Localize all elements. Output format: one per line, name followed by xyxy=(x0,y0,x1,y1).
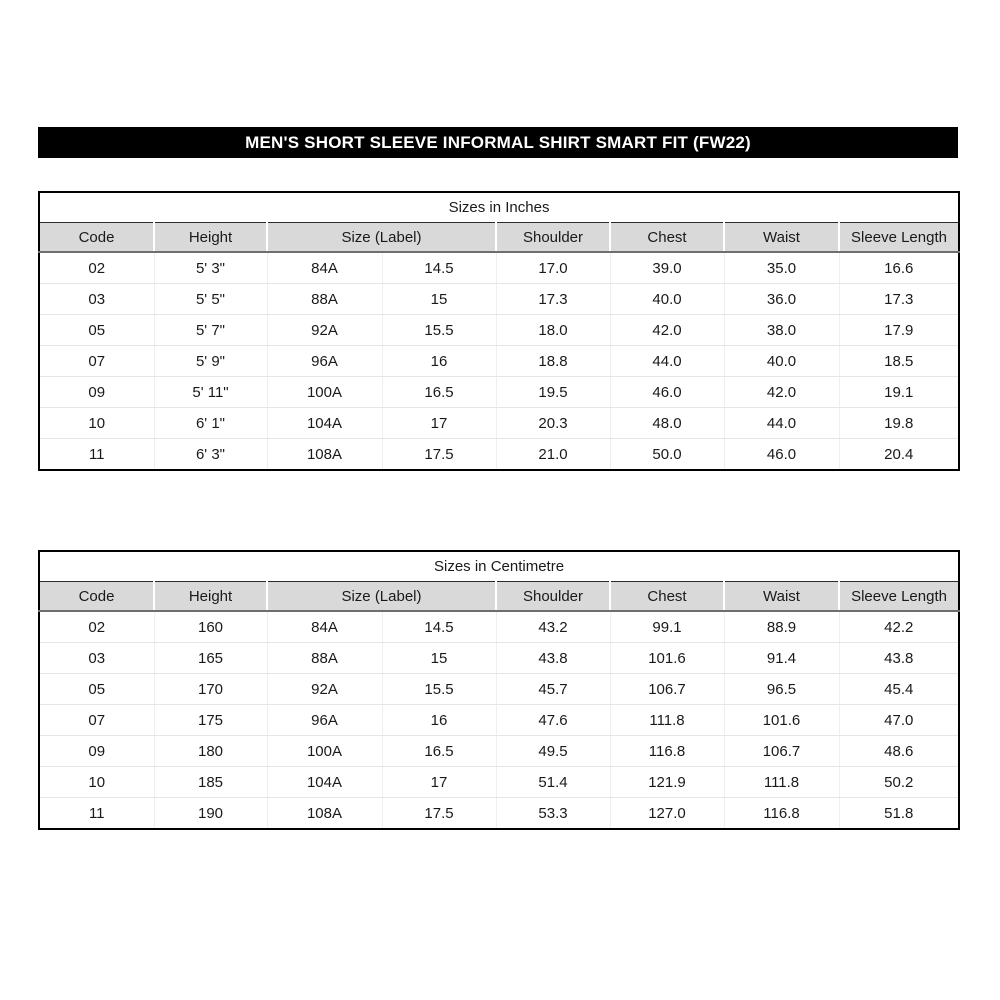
table-cell: 17.9 xyxy=(839,315,959,346)
table-cell: 17.3 xyxy=(496,284,610,315)
table-cell: 50.2 xyxy=(839,767,959,798)
table-cell: 160 xyxy=(154,611,267,643)
table-row xyxy=(39,408,959,439)
size-table-centimetre xyxy=(38,550,960,830)
table-cell: 84A xyxy=(267,611,382,643)
column-header-shoulder: Shoulder xyxy=(496,582,610,612)
table-cell: 05 xyxy=(39,674,154,705)
table-cell: 96A xyxy=(267,705,382,736)
table-cell: 99.1 xyxy=(610,611,724,643)
table-body-inches xyxy=(39,252,959,470)
table-cell: 5' 5" xyxy=(154,284,267,315)
table-cell: 116.8 xyxy=(724,798,839,830)
table-cell: 16.5 xyxy=(382,377,496,408)
table-caption-row xyxy=(39,551,959,582)
column-header-height: Height xyxy=(154,582,267,612)
table-cell: 48.0 xyxy=(610,408,724,439)
table-cell: 108A xyxy=(267,439,382,471)
table-cell: 16 xyxy=(382,346,496,377)
table-cell: 104A xyxy=(267,408,382,439)
table-cell: 46.0 xyxy=(724,439,839,471)
table-cell: 05 xyxy=(39,315,154,346)
column-header-waist: Waist xyxy=(724,582,839,612)
table-cell: 88A xyxy=(267,643,382,674)
title-bar xyxy=(38,127,958,158)
table-cell: 180 xyxy=(154,736,267,767)
table-cell: 02 xyxy=(39,611,154,643)
table-cell: 10 xyxy=(39,408,154,439)
table-cell: 185 xyxy=(154,767,267,798)
table-row xyxy=(39,705,959,736)
table-cell: 11 xyxy=(39,798,154,830)
table-cell: 17 xyxy=(382,408,496,439)
column-header-code: Code xyxy=(39,582,154,612)
table-cell: 84A xyxy=(267,252,382,284)
table-cell: 92A xyxy=(267,674,382,705)
table-cell: 51.8 xyxy=(839,798,959,830)
table-row xyxy=(39,767,959,798)
table-cell: 101.6 xyxy=(610,643,724,674)
table-cell: 45.7 xyxy=(496,674,610,705)
table-cell: 50.0 xyxy=(610,439,724,471)
table-cell: 15.5 xyxy=(382,315,496,346)
table-header-row xyxy=(39,582,959,612)
table-caption: Sizes in Inches xyxy=(39,192,959,223)
page-title: MEN'S SHORT SLEEVE INFORMAL SHIRT SMART FIT (FW22) xyxy=(245,132,751,152)
table-cell: 91.4 xyxy=(724,643,839,674)
table-cell: 15 xyxy=(382,284,496,315)
table-cell: 127.0 xyxy=(610,798,724,830)
table-cell: 16.5 xyxy=(382,736,496,767)
table-cell: 100A xyxy=(267,736,382,767)
table-row xyxy=(39,611,959,643)
table-row xyxy=(39,439,959,471)
table-cell: 45.4 xyxy=(839,674,959,705)
table-caption: Sizes in Centimetre xyxy=(39,551,959,582)
table-cell: 43.8 xyxy=(839,643,959,674)
table-body-centimetre xyxy=(39,611,959,829)
table-cell: 09 xyxy=(39,736,154,767)
table-cell: 175 xyxy=(154,705,267,736)
table-cell: 5' 11" xyxy=(154,377,267,408)
table-row xyxy=(39,674,959,705)
column-header-code: Code xyxy=(39,223,154,253)
table-cell: 48.6 xyxy=(839,736,959,767)
table-cell: 21.0 xyxy=(496,439,610,471)
table-cell: 14.5 xyxy=(382,611,496,643)
table-cell: 42.0 xyxy=(724,377,839,408)
table-cell: 38.0 xyxy=(724,315,839,346)
table-cell: 19.8 xyxy=(839,408,959,439)
table-cell: 11 xyxy=(39,439,154,471)
table-cell: 92A xyxy=(267,315,382,346)
table-cell: 18.0 xyxy=(496,315,610,346)
table-cell: 6' 1" xyxy=(154,408,267,439)
table-row xyxy=(39,315,959,346)
column-header-shoulder: Shoulder xyxy=(496,223,610,253)
table-cell: 42.0 xyxy=(610,315,724,346)
table-cell: 44.0 xyxy=(610,346,724,377)
table-cell: 88.9 xyxy=(724,611,839,643)
table-cell: 44.0 xyxy=(724,408,839,439)
table-cell: 10 xyxy=(39,767,154,798)
table-cell: 111.8 xyxy=(724,767,839,798)
column-header-size-label: Size (Label) xyxy=(267,582,496,612)
table-cell: 20.3 xyxy=(496,408,610,439)
size-table-inches xyxy=(38,191,960,471)
table-cell: 51.4 xyxy=(496,767,610,798)
table-cell: 106.7 xyxy=(610,674,724,705)
table-row xyxy=(39,736,959,767)
table-cell: 39.0 xyxy=(610,252,724,284)
table-cell: 18.5 xyxy=(839,346,959,377)
column-header-sleeve-length: Sleeve Length xyxy=(839,223,959,253)
column-header-size-label: Size (Label) xyxy=(267,223,496,253)
table-cell: 88A xyxy=(267,284,382,315)
table-cell: 17.0 xyxy=(496,252,610,284)
table-cell: 19.1 xyxy=(839,377,959,408)
table-cell: 17.5 xyxy=(382,439,496,471)
table-cell: 49.5 xyxy=(496,736,610,767)
page xyxy=(38,0,958,830)
column-header-height: Height xyxy=(154,223,267,253)
table-cell: 53.3 xyxy=(496,798,610,830)
table-cell: 43.2 xyxy=(496,611,610,643)
table-cell: 02 xyxy=(39,252,154,284)
column-header-chest: Chest xyxy=(610,223,724,253)
table-cell: 16 xyxy=(382,705,496,736)
table-cell: 46.0 xyxy=(610,377,724,408)
table-header-row xyxy=(39,223,959,253)
table-cell: 6' 3" xyxy=(154,439,267,471)
table-row xyxy=(39,284,959,315)
table-cell: 07 xyxy=(39,705,154,736)
table-cell: 20.4 xyxy=(839,439,959,471)
table-cell: 36.0 xyxy=(724,284,839,315)
table-cell: 15 xyxy=(382,643,496,674)
table-cell: 09 xyxy=(39,377,154,408)
table-cell: 15.5 xyxy=(382,674,496,705)
table-cell: 17.5 xyxy=(382,798,496,830)
table-cell: 96A xyxy=(267,346,382,377)
table-cell: 101.6 xyxy=(724,705,839,736)
table-cell: 111.8 xyxy=(610,705,724,736)
table-row xyxy=(39,798,959,830)
table-cell: 5' 9" xyxy=(154,346,267,377)
table-cell: 03 xyxy=(39,643,154,674)
table-row xyxy=(39,252,959,284)
table-row xyxy=(39,377,959,408)
table-cell: 16.6 xyxy=(839,252,959,284)
table-cell: 40.0 xyxy=(724,346,839,377)
column-header-chest: Chest xyxy=(610,582,724,612)
table-cell: 18.8 xyxy=(496,346,610,377)
table-cell: 03 xyxy=(39,284,154,315)
table-cell: 116.8 xyxy=(610,736,724,767)
table-cell: 170 xyxy=(154,674,267,705)
table-cell: 07 xyxy=(39,346,154,377)
table-cell: 100A xyxy=(267,377,382,408)
table-cell: 106.7 xyxy=(724,736,839,767)
table-cell: 121.9 xyxy=(610,767,724,798)
column-header-waist: Waist xyxy=(724,223,839,253)
table-cell: 40.0 xyxy=(610,284,724,315)
table-cell: 190 xyxy=(154,798,267,830)
table-cell: 5' 3" xyxy=(154,252,267,284)
column-header-sleeve-length: Sleeve Length xyxy=(839,582,959,612)
table-row xyxy=(39,643,959,674)
table-row xyxy=(39,346,959,377)
table-cell: 19.5 xyxy=(496,377,610,408)
table-cell: 17 xyxy=(382,767,496,798)
table-cell: 96.5 xyxy=(724,674,839,705)
table-cell: 14.5 xyxy=(382,252,496,284)
table-cell: 165 xyxy=(154,643,267,674)
table-cell: 47.0 xyxy=(839,705,959,736)
table-cell: 42.2 xyxy=(839,611,959,643)
table-cell: 5' 7" xyxy=(154,315,267,346)
table-cell: 104A xyxy=(267,767,382,798)
table-cell: 35.0 xyxy=(724,252,839,284)
table-caption-row xyxy=(39,192,959,223)
table-cell: 17.3 xyxy=(839,284,959,315)
table-cell: 43.8 xyxy=(496,643,610,674)
table-cell: 47.6 xyxy=(496,705,610,736)
table-cell: 108A xyxy=(267,798,382,830)
